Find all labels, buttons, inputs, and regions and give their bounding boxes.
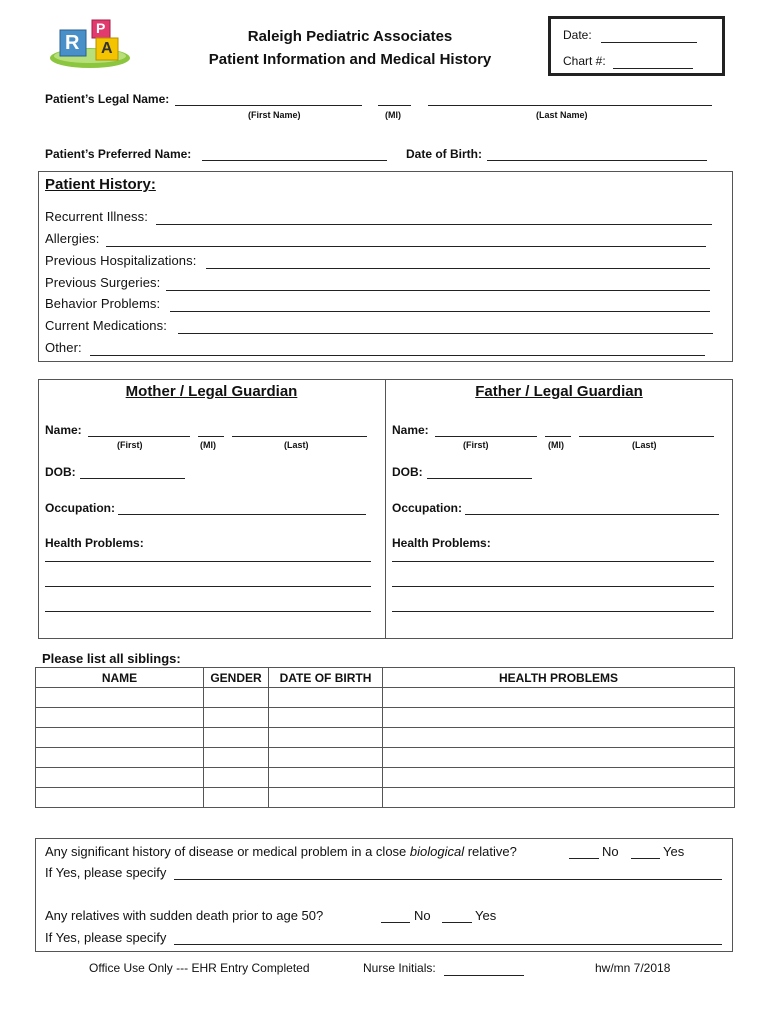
sibling-dob-cell[interactable] bbox=[269, 768, 383, 788]
legal-last-name-field[interactable] bbox=[428, 105, 712, 106]
family-question-1 bbox=[45, 844, 517, 859]
sibling-health-cell[interactable] bbox=[383, 788, 735, 808]
mother-dob-label: DOB: bbox=[45, 465, 76, 479]
mother-last-caption: (Last) bbox=[284, 440, 309, 450]
col-dob-header: DATE OF BIRTH bbox=[269, 668, 383, 688]
col-health-header: HEALTH PROBLEMS bbox=[383, 668, 735, 688]
q1-italic: biological bbox=[409, 844, 465, 859]
dob-label: Date of Birth: bbox=[406, 147, 482, 161]
other-label: Other: bbox=[45, 340, 82, 355]
mi-caption: (MI) bbox=[385, 110, 401, 120]
father-occupation-field[interactable] bbox=[465, 514, 719, 515]
dob-field[interactable] bbox=[487, 160, 707, 161]
date-label: Date: bbox=[563, 28, 592, 42]
q2-yes-blank[interactable] bbox=[442, 910, 472, 923]
nurse-initials-label: Nurse Initials: bbox=[363, 961, 436, 975]
behavior-problems-label: Behavior Problems: bbox=[45, 296, 161, 311]
q1-suffix: relative? bbox=[464, 844, 517, 859]
table-row bbox=[36, 708, 735, 728]
sibling-dob-cell[interactable] bbox=[269, 708, 383, 728]
siblings-header-row bbox=[36, 668, 735, 688]
q1-no-label: No bbox=[602, 844, 619, 859]
sibling-name-cell[interactable] bbox=[36, 748, 204, 768]
sibling-health-cell[interactable] bbox=[383, 748, 735, 768]
date-chart-box bbox=[548, 16, 725, 76]
sibling-health-cell[interactable] bbox=[383, 728, 735, 748]
patient-history-title: Patient History: bbox=[45, 176, 156, 193]
q1-no-blank[interactable] bbox=[569, 846, 599, 859]
sibling-dob-cell[interactable] bbox=[269, 728, 383, 748]
siblings-title: Please list all siblings: bbox=[42, 651, 181, 666]
father-title: Father / Legal Guardian bbox=[475, 383, 643, 400]
mother-health-label: Health Problems: bbox=[45, 536, 144, 550]
mother-occupation-field[interactable] bbox=[118, 514, 366, 515]
father-health-line-3[interactable] bbox=[392, 611, 714, 612]
date-field[interactable] bbox=[601, 42, 697, 43]
mother-occupation-label: Occupation: bbox=[45, 501, 116, 515]
sibling-dob-cell[interactable] bbox=[269, 688, 383, 708]
siblings-table bbox=[35, 667, 735, 808]
chart-number-label: Chart #: bbox=[563, 54, 606, 68]
mother-name-label: Name: bbox=[45, 423, 82, 437]
form-title: Patient Information and Medical History bbox=[208, 51, 492, 68]
form-version: hw/mn 7/2018 bbox=[595, 961, 671, 975]
nurse-initials-field[interactable] bbox=[444, 975, 524, 976]
behavior-problems-field[interactable] bbox=[170, 311, 710, 312]
q1-specify-field[interactable] bbox=[174, 879, 722, 880]
mother-mi-caption: (MI) bbox=[200, 440, 216, 450]
col-name-header: NAME bbox=[36, 668, 204, 688]
recurrent-illness-label: Recurrent Illness: bbox=[45, 209, 148, 224]
practice-name: Raleigh Pediatric Associates bbox=[247, 28, 453, 45]
q2-no-blank[interactable] bbox=[381, 910, 410, 923]
table-row bbox=[36, 788, 735, 808]
legal-mi-field[interactable] bbox=[378, 105, 411, 106]
father-dob-label: DOB: bbox=[392, 465, 423, 479]
surgeries-field[interactable] bbox=[166, 290, 710, 291]
sibling-gender-cell[interactable] bbox=[204, 748, 269, 768]
sibling-gender-cell[interactable] bbox=[204, 688, 269, 708]
sibling-health-cell[interactable] bbox=[383, 768, 735, 788]
recurrent-illness-field[interactable] bbox=[156, 224, 712, 225]
q2-no-label: No bbox=[414, 908, 431, 923]
current-medications-label: Current Medications: bbox=[45, 318, 167, 333]
sibling-health-cell[interactable] bbox=[383, 708, 735, 728]
allergies-field[interactable] bbox=[106, 246, 706, 247]
father-health-label: Health Problems: bbox=[392, 536, 491, 550]
hospitalizations-label: Previous Hospitalizations: bbox=[45, 253, 197, 268]
table-row bbox=[36, 688, 735, 708]
mother-title: Mother / Legal Guardian bbox=[125, 383, 298, 400]
office-use-text: Office Use Only --- EHR Entry Completed bbox=[89, 961, 310, 975]
logo-letter-p: P bbox=[96, 20, 106, 36]
col-gender-header: GENDER bbox=[204, 668, 269, 688]
legal-first-name-field[interactable] bbox=[175, 105, 362, 106]
surgeries-label: Previous Surgeries: bbox=[45, 275, 161, 290]
father-first-name-field[interactable] bbox=[435, 436, 537, 437]
sibling-name-cell[interactable] bbox=[36, 788, 204, 808]
allergies-label: Allergies: bbox=[45, 231, 100, 246]
mother-first-caption: (First) bbox=[117, 440, 143, 450]
other-field[interactable] bbox=[90, 355, 705, 356]
sibling-name-cell[interactable] bbox=[36, 708, 204, 728]
mother-health-line-1[interactable] bbox=[45, 561, 371, 562]
sibling-gender-cell[interactable] bbox=[204, 708, 269, 728]
table-row bbox=[36, 748, 735, 768]
father-last-caption: (Last) bbox=[632, 440, 657, 450]
mother-mi-field[interactable] bbox=[198, 436, 224, 437]
sibling-dob-cell[interactable] bbox=[269, 748, 383, 768]
mother-dob-field[interactable] bbox=[80, 478, 185, 479]
logo-letter-r: R bbox=[65, 32, 80, 54]
q1-text: Any significant history of disease or medical problem in a close bbox=[45, 844, 410, 859]
q2-text: Any relatives with sudden death prior to age 50? bbox=[45, 908, 324, 923]
chart-number-field[interactable] bbox=[613, 68, 693, 69]
father-occupation-label: Occupation: bbox=[392, 501, 463, 515]
father-first-caption: (First) bbox=[463, 440, 489, 450]
last-name-caption: (Last Name) bbox=[536, 110, 588, 120]
guardians-divider bbox=[385, 379, 386, 639]
sibling-name-cell[interactable] bbox=[36, 768, 204, 788]
current-medications-field[interactable] bbox=[178, 333, 713, 334]
sibling-health-cell[interactable] bbox=[383, 688, 735, 708]
mother-first-name-field[interactable] bbox=[88, 436, 190, 437]
logo-letter-a: A bbox=[101, 40, 113, 57]
table-row bbox=[36, 768, 735, 788]
sibling-gender-cell[interactable] bbox=[204, 768, 269, 788]
hospitalizations-field[interactable] bbox=[206, 268, 710, 269]
preferred-name-label: Patient’s Preferred Name: bbox=[45, 147, 192, 161]
father-health-line-1[interactable] bbox=[392, 561, 714, 562]
legal-name-label: Patient’s Legal Name: bbox=[45, 92, 170, 106]
father-mi-field[interactable] bbox=[545, 436, 571, 437]
q1-yes-blank[interactable] bbox=[631, 846, 660, 859]
preferred-name-field[interactable] bbox=[202, 160, 387, 161]
sibling-gender-cell[interactable] bbox=[204, 728, 269, 748]
father-name-label: Name: bbox=[392, 423, 429, 437]
father-mi-caption: (MI) bbox=[548, 440, 564, 450]
q2-specify-label: If Yes, please specify bbox=[45, 930, 167, 945]
father-dob-field[interactable] bbox=[427, 478, 532, 479]
mother-health-line-3[interactable] bbox=[45, 611, 371, 612]
mother-last-name-field[interactable] bbox=[232, 436, 367, 437]
sibling-dob-cell[interactable] bbox=[269, 788, 383, 808]
practice-logo bbox=[48, 18, 134, 70]
q2-yes-label: Yes bbox=[475, 908, 497, 923]
sibling-name-cell[interactable] bbox=[36, 688, 204, 708]
first-name-caption: (First Name) bbox=[248, 110, 301, 120]
q2-specify-field[interactable] bbox=[174, 944, 722, 945]
sibling-gender-cell[interactable] bbox=[204, 788, 269, 808]
q1-yes-label: Yes bbox=[663, 844, 685, 859]
mother-health-line-2[interactable] bbox=[45, 586, 371, 587]
father-last-name-field[interactable] bbox=[579, 436, 714, 437]
q1-specify-label: If Yes, please specify bbox=[45, 865, 167, 880]
father-health-line-2[interactable] bbox=[392, 586, 714, 587]
table-row bbox=[36, 728, 735, 748]
sibling-name-cell[interactable] bbox=[36, 728, 204, 748]
